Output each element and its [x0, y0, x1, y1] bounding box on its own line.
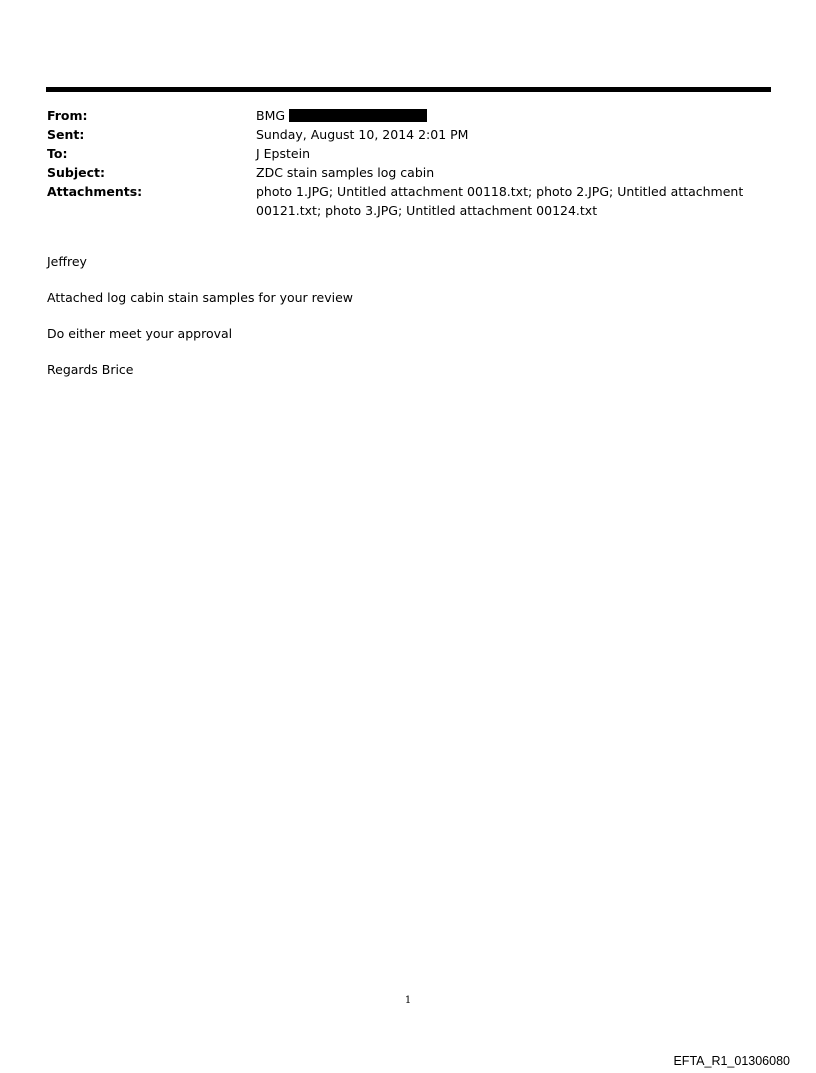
attachments-value: photo 1.JPG; Untitled attachment 00118.txt; photo 2.JPG; Untitled attachment 00121.txt; photo 3.JPG; Untitled attachment 00124.txt [256, 184, 744, 218]
subject-label: Subject: [47, 165, 105, 180]
sent-value: Sunday, August 10, 2014 2:01 PM [256, 127, 469, 142]
sent-row [47, 125, 767, 144]
email-body [47, 252, 767, 396]
body-line-2: Do either meet your approval [47, 326, 233, 341]
top-rule [46, 87, 771, 92]
subject-row [47, 163, 767, 182]
from-row [47, 106, 767, 125]
from-value: BMG [256, 108, 286, 123]
from-value-wrap [256, 106, 767, 125]
attachments-row [47, 182, 767, 220]
page-number: 1 [404, 995, 412, 1006]
document-id: EFTA_R1_01306080 [673, 1054, 790, 1068]
signoff: Regards Brice [47, 362, 134, 377]
attachments-label: Attachments: [47, 184, 143, 199]
from-label: From: [47, 108, 88, 123]
subject-value: ZDC stain samples log cabin [256, 165, 435, 180]
to-row [47, 144, 767, 163]
redaction-block [289, 109, 427, 122]
email-header [47, 106, 767, 220]
sent-label: Sent: [47, 127, 85, 142]
body-line-1: Attached log cabin stain samples for your review [47, 290, 354, 305]
greeting: Jeffrey [47, 254, 87, 269]
to-label: To: [47, 146, 68, 161]
to-value: J Epstein [256, 146, 310, 161]
